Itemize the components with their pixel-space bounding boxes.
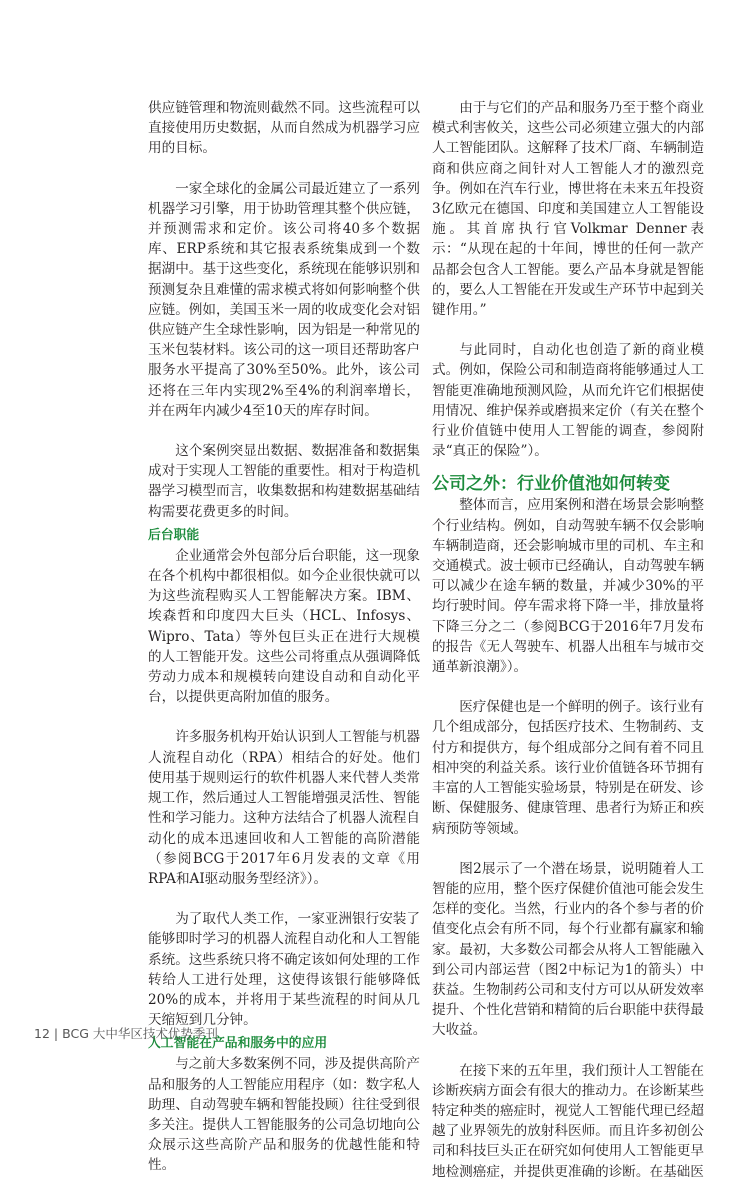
left-paragraph-4: 企业通常会外包部分后台职能，这一现象在各个机构中都很相似。如今企业很快就可以为这些流程购买人工智能解决方案。IBM、埃森哲和印度四大巨头（HCL、Infosys、Wipro、Tata）等外包巨头正在进行大规模的人工智能开发。这些公司将重点从强调降低劳动力成本和规模转向建设自动和自动化平台，以提供更高附加值的服务。 xyxy=(148,547,420,706)
left-paragraph-5: 许多服务机构开始认识到人工智能与机器人流程自动化（RPA）相结合的好处。他们使用基于规则运行的软件机器人来代替人类常规工作，然后通过人工智能增强灵活性、智能性和学习能力。这种方法结合了机器人流程自动化的成本迅速回收和人工智能的高阶潜能（参阅BCG于2017年6月发表的文章《用RPA和AI驱动服务型经济》）。 xyxy=(148,729,420,887)
page-number: 12 xyxy=(34,1026,50,1041)
right-paragraph-6: 在接下来的五年里，我们预计人工智能在诊断疾病方面会有很大的推动力。在诊断某些特定种类的癌症时，视觉人工智能代理已经超越了业界领先的放射科医师。而且许多初创公司和科技巨头正在研究如何使用人工智能更早地检测癌症，并提供更准确的诊断。在基础医 xyxy=(432,1062,704,1180)
left-paragraph-7: 与之前大多数案例不同，涉及提供高阶产品和服务的人工智能应用程序（如：数字私人助理、自动驾驶车辆和智能投顾）往往受到很多关注。提供人工智能服务的公司急切地向公众展示这些高阶产品和服务的优越性能和特性。 xyxy=(148,1056,420,1174)
left-paragraph-6: 为了取代人类工作，一家亚洲银行安装了能够即时学习的机器人流程自动化和人工智能系统。这些系统只将不确定该如何处理的工作转给人工进行处理，这使得该银行能够降低20%的成本，并将用于某些流程的时间从几天缩短到几分钟。 xyxy=(148,911,420,1029)
section-title: 公司之外：行业价值池如何转变 xyxy=(432,474,670,495)
publication-name: BCG 大中华区技术优势季刊 xyxy=(62,1026,218,1041)
right-paragraph-4: 医疗保健也是一个鲜明的例子。该行业有几个组成部分，包括医疗技术、生物制药、支付方和提供方，每个组成部分之间有着不同且相冲突的利益关系。该行业价值链各环节拥有丰富的人工智能实验场景，特别是在研发、诊断、保健服务、健康管理、患者行为矫正和疾病预防等领域。 xyxy=(432,699,704,837)
left-paragraph-3: 这个案例突显出数据、数据准备和数据集成对于实现人工智能的重要性。相对于构造机器学习模型而言，收集数据和构建数据基础结构需要花费更多的时间。 xyxy=(148,443,420,520)
right-paragraph-2: 与此同时，自动化也创造了新的商业模式。例如，保险公司和制造商将能够通过人工智能更准确地预测风险，从而允许它们根据使用情况、维护保养或磨损来定价（有关在整个行业价值链中使用人工智能的调查，参阅附录“真正的保险”）。 xyxy=(432,342,704,460)
right-column xyxy=(432,98,704,1202)
left-paragraph-2: 一家全球化的金属公司最近建立了一系列机器学习引擎，用于协助管理其整个供应链，并预测需求和定价。该公司将40多个数据库、ERP系统和其它报表系统集成到一个数据湖中。基于这些变化，系统现在能够识别和预测复杂且难懂的需求模式将如何影响整个供应链。例如，美国玉米一周的收成变化会对铝供应链产生全球性影响，因为铝是一种常见的玉米包装材料。该公司的这一项目还帮助客户服务水平提高了30%至50%。此外，该公司还将在三年内实现2%至4%的利润率增长，并在两年内减少4至10天的库存时间。 xyxy=(148,180,420,419)
footer-separator: | xyxy=(53,1026,59,1041)
right-paragraph-3: 整体而言，应用案例和潜在场景会影响整个行业结构。例如，自动驾驶车辆不仅会影响车辆制造商，还会影响城市里的司机、车主和交通模式。波士顿市已经确认，自动驾驶车辆可以减少在途车辆的数量，并减少30%的平均行驶时间。停车需求将下降一半，排放量将下降三分之二（参阅BCG于2016年7月发布的报告《无人驾驶车、机器人出租车与城市交通革新浪潮》）。 xyxy=(432,497,704,676)
left-paragraph-1: 供应链管理和物流则截然不同。这些流程可以直接使用历史数据，从而自然成为机器学习应用的目标。 xyxy=(148,100,420,157)
right-paragraph-5: 图2展示了一个潜在场景，说明随着人工智能的应用，整个医疗保健价值池可能会发生怎样的变化。当然，行业内的各个参与者的价值变化点会有所不同，每个行业都有赢家和输家。最初，大多数公司都会从将人工智能融入到公司内部运营（图2中标记为1的箭头）中获益。生物制药公司和支付方可以从研发效率提升、个性化营销和精简的后台职能中获得最大收益。 xyxy=(432,860,704,1039)
subheading-back-office: 后台职能 xyxy=(148,527,200,543)
subheading-ai-products: 人工智能在产品和服务中的应用 xyxy=(148,1036,328,1052)
right-paragraph-1: 由于与它们的产品和服务乃至于整个商业模式利害攸关，这些公司必须建立强大的内部人工智能团队。这解释了技术厂商、车辆制造商和供应商之间针对人工智能人才的激烈竞争。例如在汽车行业，博世将在未来五年投资3亿欧元在德国、印度和美国建立人工智能设施。其首席执行官Volkmar Denner表示：“从现在起的十年间，博世的任何一款产品都会包含人工智能。要么产品本身就是智能的，要么人工智能在开发或生产环节中起到关键作用。” xyxy=(432,100,704,319)
page-footer xyxy=(34,1024,218,1042)
